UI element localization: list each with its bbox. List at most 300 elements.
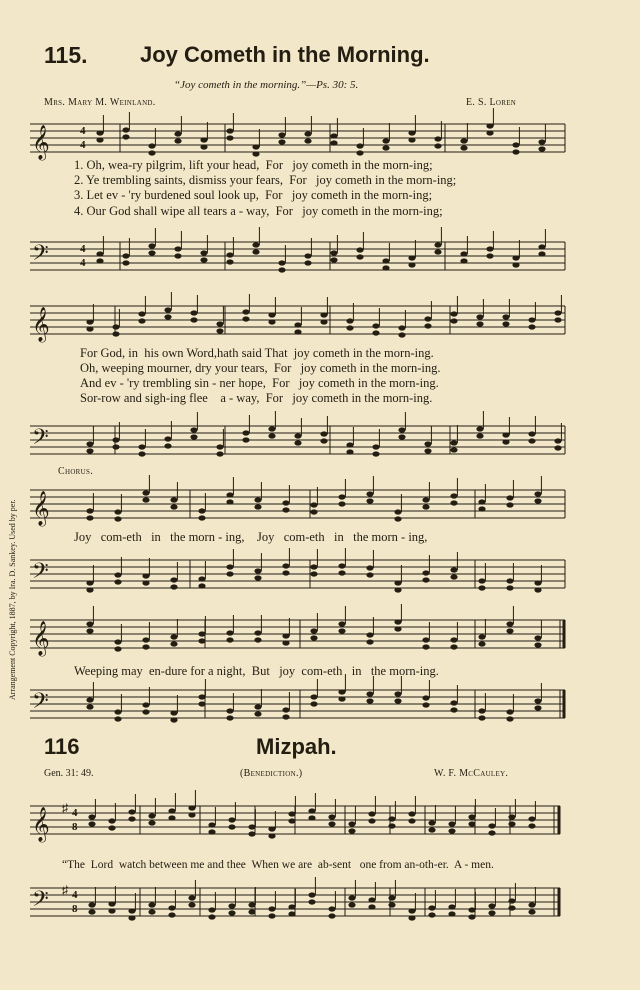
- notehead: [86, 621, 93, 626]
- notehead: [428, 827, 435, 832]
- notehead: [506, 578, 513, 583]
- notehead: [506, 621, 513, 626]
- notehead: [382, 145, 389, 150]
- notehead: [148, 909, 155, 914]
- notehead: [320, 431, 327, 436]
- notehead: [86, 697, 93, 702]
- notehead: [268, 833, 275, 838]
- notehead: [502, 439, 509, 444]
- notehead: [226, 252, 233, 257]
- notehead: [294, 440, 301, 445]
- notehead: [450, 500, 457, 505]
- notehead: [388, 823, 395, 828]
- notehead: [330, 257, 337, 262]
- notehead: [304, 131, 311, 136]
- notehead: [434, 242, 441, 247]
- notehead: [538, 139, 545, 144]
- notehead: [428, 905, 435, 910]
- svg-text:8: 8: [72, 903, 78, 915]
- notehead: [170, 634, 177, 639]
- notehead: [554, 317, 561, 322]
- notehead: [394, 580, 401, 585]
- notehead: [148, 820, 155, 825]
- notehead: [388, 816, 395, 821]
- svg-text:𝄢: 𝄢: [32, 241, 49, 270]
- notehead: [304, 138, 311, 143]
- notehead: [216, 321, 223, 326]
- notehead: [228, 817, 235, 822]
- notehead: [86, 508, 93, 513]
- notehead: [488, 910, 495, 915]
- notehead: [128, 809, 135, 814]
- notehead: [508, 814, 515, 819]
- notehead: [338, 628, 345, 633]
- notehead: [112, 331, 119, 336]
- notehead: [424, 441, 431, 446]
- notehead: [508, 905, 515, 910]
- staff-mizpah-treble: [30, 800, 570, 840]
- notehead: [450, 493, 457, 498]
- notehead: [398, 332, 405, 337]
- notehead: [142, 490, 149, 495]
- notehead: [398, 427, 405, 432]
- notehead: [422, 695, 429, 700]
- notehead: [394, 626, 401, 631]
- notehead: [330, 250, 337, 255]
- notehead: [168, 815, 175, 820]
- notehead: [282, 640, 289, 645]
- notehead: [450, 567, 457, 572]
- notehead: [528, 438, 535, 443]
- notehead: [320, 319, 327, 324]
- staff-chorus-2-treble: [30, 614, 570, 654]
- notehead: [428, 912, 435, 917]
- notehead: [254, 504, 261, 509]
- notehead: [422, 577, 429, 582]
- notehead: [254, 568, 261, 573]
- notehead: [168, 808, 175, 813]
- scripture-reference-2: Gen. 31: 49.: [44, 768, 94, 779]
- notehead: [170, 504, 177, 509]
- notehead: [282, 570, 289, 575]
- notehead: [408, 130, 415, 135]
- notehead: [554, 445, 561, 450]
- notehead: [408, 137, 415, 142]
- notehead: [170, 710, 177, 715]
- notehead: [338, 570, 345, 575]
- svg-text:4: 4: [72, 889, 78, 901]
- notehead: [226, 135, 233, 140]
- notehead: [338, 563, 345, 568]
- notehead: [330, 140, 337, 145]
- staff-chorus-2-bass: [30, 684, 570, 724]
- notehead: [226, 259, 233, 264]
- notehead: [188, 805, 195, 810]
- notehead: [228, 824, 235, 829]
- notehead: [394, 587, 401, 592]
- notehead: [506, 585, 513, 590]
- notehead: [86, 580, 93, 585]
- notehead: [174, 246, 181, 251]
- notehead: [448, 904, 455, 909]
- notehead: [488, 823, 495, 828]
- notehead: [408, 915, 415, 920]
- notehead: [304, 253, 311, 258]
- notehead: [252, 249, 259, 254]
- svg-text:𝄢: 𝄢: [32, 425, 49, 454]
- svg-text:𝄢: 𝄢: [32, 689, 49, 718]
- notehead: [366, 691, 373, 696]
- notehead: [168, 912, 175, 917]
- notehead: [174, 131, 181, 136]
- notehead: [502, 321, 509, 326]
- notehead: [288, 818, 295, 823]
- notehead: [394, 698, 401, 703]
- notehead: [86, 628, 93, 633]
- notehead: [226, 637, 233, 642]
- notehead: [346, 318, 353, 323]
- notehead: [450, 447, 457, 452]
- svg-text:𝄞: 𝄞: [32, 808, 50, 841]
- notehead: [226, 128, 233, 133]
- notehead: [422, 644, 429, 649]
- notehead: [148, 243, 155, 248]
- notehead: [308, 815, 315, 820]
- notehead: [478, 506, 485, 511]
- notehead: [382, 138, 389, 143]
- notehead: [506, 716, 513, 721]
- notehead: [478, 708, 485, 713]
- notehead: [508, 821, 515, 826]
- verse-2-line-1: 2. Ye trembling saints, dismiss your fears, For joy cometh in the morn-ing;: [74, 173, 457, 187]
- hymn-title-2: Mizpah.: [256, 734, 337, 759]
- notehead: [372, 323, 379, 328]
- notehead: [486, 246, 493, 251]
- notehead: [248, 824, 255, 829]
- notehead: [394, 619, 401, 624]
- notehead: [96, 137, 103, 142]
- notehead: [142, 644, 149, 649]
- notehead: [528, 431, 535, 436]
- notehead: [208, 907, 215, 912]
- notehead: [310, 635, 317, 640]
- notehead: [538, 251, 545, 256]
- svg-text:4: 4: [80, 243, 86, 255]
- svg-text:♯: ♯: [62, 883, 68, 897]
- notehead: [226, 564, 233, 569]
- notehead: [268, 312, 275, 317]
- notehead: [108, 818, 115, 823]
- svg-text:𝄞: 𝄞: [32, 126, 50, 159]
- notehead: [86, 441, 93, 446]
- notehead: [534, 580, 541, 585]
- staff-system-1-treble: [30, 118, 570, 158]
- notehead: [122, 134, 129, 139]
- notehead: [538, 146, 545, 151]
- notehead: [114, 572, 121, 577]
- notehead: [508, 898, 515, 903]
- notehead: [338, 494, 345, 499]
- notehead: [288, 811, 295, 816]
- notehead: [534, 705, 541, 710]
- mizpah-lyric: “The Lord watch between me and thee When we are ab-sent one from an-oth-er. A - men.: [62, 859, 494, 871]
- notehead: [226, 708, 233, 713]
- notehead: [252, 144, 259, 149]
- notehead: [506, 628, 513, 633]
- notehead: [200, 257, 207, 262]
- notehead: [310, 701, 317, 706]
- notehead: [450, 440, 457, 445]
- notehead: [252, 242, 259, 247]
- notehead: [252, 151, 259, 156]
- notehead: [170, 584, 177, 589]
- notehead: [254, 630, 261, 635]
- notehead: [422, 497, 429, 502]
- notehead: [170, 641, 177, 646]
- notehead: [86, 704, 93, 709]
- notehead: [366, 498, 373, 503]
- notehead: [148, 250, 155, 255]
- notehead: [398, 325, 405, 330]
- notehead: [278, 267, 285, 272]
- notehead: [148, 143, 155, 148]
- notehead: [268, 913, 275, 918]
- staff-system-2-treble: [30, 300, 570, 340]
- notehead: [478, 585, 485, 590]
- notehead: [422, 702, 429, 707]
- notehead: [242, 316, 249, 321]
- notehead: [88, 814, 95, 819]
- notehead: [478, 499, 485, 504]
- notehead: [534, 642, 541, 647]
- notehead: [226, 715, 233, 720]
- notehead: [248, 902, 255, 907]
- notehead: [502, 432, 509, 437]
- notehead: [282, 507, 289, 512]
- staff-mizpah-bass: [30, 882, 570, 922]
- notehead: [328, 913, 335, 918]
- notehead: [408, 818, 415, 823]
- notehead: [188, 895, 195, 900]
- notehead: [294, 329, 301, 334]
- notehead: [424, 316, 431, 321]
- notehead: [486, 123, 493, 128]
- notehead: [198, 638, 205, 643]
- notehead: [460, 251, 467, 256]
- notehead: [88, 821, 95, 826]
- verse-1-line-1: 1. Oh, wea-ry pilgrim, lift your head, For joy cometh in the morn-ing;: [74, 158, 433, 172]
- notehead: [512, 262, 519, 267]
- notehead: [164, 436, 171, 441]
- notehead: [142, 709, 149, 714]
- notehead: [478, 578, 485, 583]
- notehead: [96, 130, 103, 135]
- notehead: [538, 244, 545, 249]
- notehead: [216, 451, 223, 456]
- notehead: [294, 322, 301, 327]
- notehead: [398, 434, 405, 439]
- notehead: [434, 143, 441, 148]
- notehead: [408, 255, 415, 260]
- notehead: [164, 443, 171, 448]
- notehead: [142, 702, 149, 707]
- svg-text:𝄢: 𝄢: [32, 887, 49, 916]
- notehead: [476, 433, 483, 438]
- notehead: [190, 427, 197, 432]
- notehead: [554, 310, 561, 315]
- notehead: [478, 715, 485, 720]
- notehead: [226, 499, 233, 504]
- notehead: [328, 814, 335, 819]
- notehead: [108, 825, 115, 830]
- notehead: [170, 717, 177, 722]
- notehead: [114, 709, 121, 714]
- notehead: [242, 309, 249, 314]
- notehead: [320, 312, 327, 317]
- notehead: [308, 899, 315, 904]
- staff-system-2-bass: [30, 420, 570, 460]
- notehead: [450, 311, 457, 316]
- notehead: [356, 143, 363, 148]
- notehead: [408, 811, 415, 816]
- notehead: [200, 137, 207, 142]
- notehead: [468, 914, 475, 919]
- notehead: [448, 911, 455, 916]
- staff-system-1-bass: [30, 236, 570, 276]
- notehead: [534, 698, 541, 703]
- notehead: [188, 812, 195, 817]
- notehead: [506, 709, 513, 714]
- notehead: [112, 324, 119, 329]
- notehead: [288, 904, 295, 909]
- notehead: [254, 711, 261, 716]
- notehead: [190, 434, 197, 439]
- notehead: [282, 707, 289, 712]
- notehead: [96, 251, 103, 256]
- notehead: [122, 260, 129, 265]
- verse-3-line-1: 3. Let ev - 'ry burdened soul look up, For joy cometh in the morn-ing;: [74, 188, 433, 202]
- notehead: [282, 633, 289, 638]
- notehead: [450, 644, 457, 649]
- notehead: [278, 132, 285, 137]
- notehead: [198, 508, 205, 513]
- notehead: [188, 902, 195, 907]
- notehead: [372, 444, 379, 449]
- notehead: [346, 449, 353, 454]
- lyricist-credit: Mrs. Mary M. Weinland.: [44, 97, 156, 108]
- notehead: [198, 701, 205, 706]
- hymn-number: 115.: [44, 42, 88, 68]
- notehead: [108, 908, 115, 913]
- chorus-lyric-1: Joy com-eth in the morn - ing, Joy com-eth in the morn - ing,: [74, 530, 428, 544]
- notehead: [528, 317, 535, 322]
- notehead: [338, 621, 345, 626]
- notehead: [486, 253, 493, 258]
- notehead: [408, 262, 415, 267]
- notehead: [96, 258, 103, 263]
- staff-chorus-1-bass: [30, 554, 570, 594]
- notehead: [488, 903, 495, 908]
- notehead: [368, 904, 375, 909]
- notehead: [372, 330, 379, 335]
- notehead: [148, 150, 155, 155]
- notehead: [366, 491, 373, 496]
- notehead: [86, 515, 93, 520]
- notehead: [356, 254, 363, 259]
- notehead: [248, 909, 255, 914]
- notehead: [148, 902, 155, 907]
- notehead: [366, 639, 373, 644]
- notehead: [502, 314, 509, 319]
- notehead: [164, 307, 171, 312]
- notehead: [328, 821, 335, 826]
- notehead: [372, 451, 379, 456]
- notehead: [112, 444, 119, 449]
- notehead: [142, 580, 149, 585]
- notehead: [382, 265, 389, 270]
- notehead: [208, 914, 215, 919]
- notehead: [268, 426, 275, 431]
- notehead: [226, 630, 233, 635]
- verse-1-line-2: For God, in his own Word,hath said That joy cometh in the morn-ing.: [80, 346, 434, 360]
- notehead: [254, 637, 261, 642]
- svg-text:𝄞: 𝄞: [32, 622, 50, 655]
- notehead: [338, 689, 345, 694]
- scripture-reference: “Joy cometh in the morning.”—Ps. 30: 5.: [174, 79, 359, 91]
- notehead: [460, 138, 467, 143]
- notehead: [198, 694, 205, 699]
- notehead: [254, 575, 261, 580]
- notehead: [114, 716, 121, 721]
- notehead: [138, 311, 145, 316]
- notehead: [366, 572, 373, 577]
- notehead: [320, 438, 327, 443]
- notehead: [88, 902, 95, 907]
- notehead: [170, 497, 177, 502]
- notehead: [138, 451, 145, 456]
- hymn-subtitle-2: (Benediction.): [240, 768, 303, 779]
- notehead: [424, 448, 431, 453]
- notehead: [450, 700, 457, 705]
- notehead: [278, 260, 285, 265]
- notehead: [114, 509, 121, 514]
- notehead: [388, 902, 395, 907]
- svg-text:𝄢: 𝄢: [32, 559, 49, 588]
- notehead: [450, 707, 457, 712]
- notehead: [86, 587, 93, 592]
- notehead: [254, 497, 261, 502]
- notehead: [338, 696, 345, 701]
- notehead: [190, 317, 197, 322]
- notehead: [86, 319, 93, 324]
- notehead: [142, 637, 149, 642]
- notehead: [346, 442, 353, 447]
- notehead: [422, 637, 429, 642]
- notehead: [512, 142, 519, 147]
- notehead: [128, 816, 135, 821]
- notehead: [338, 501, 345, 506]
- notehead: [114, 639, 121, 644]
- notehead: [388, 895, 395, 900]
- notehead: [528, 902, 535, 907]
- notehead: [448, 821, 455, 826]
- notehead: [486, 130, 493, 135]
- notehead: [142, 497, 149, 502]
- svg-text:4: 4: [72, 807, 78, 819]
- svg-text:4: 4: [80, 257, 86, 269]
- notehead: [108, 901, 115, 906]
- notehead: [198, 576, 205, 581]
